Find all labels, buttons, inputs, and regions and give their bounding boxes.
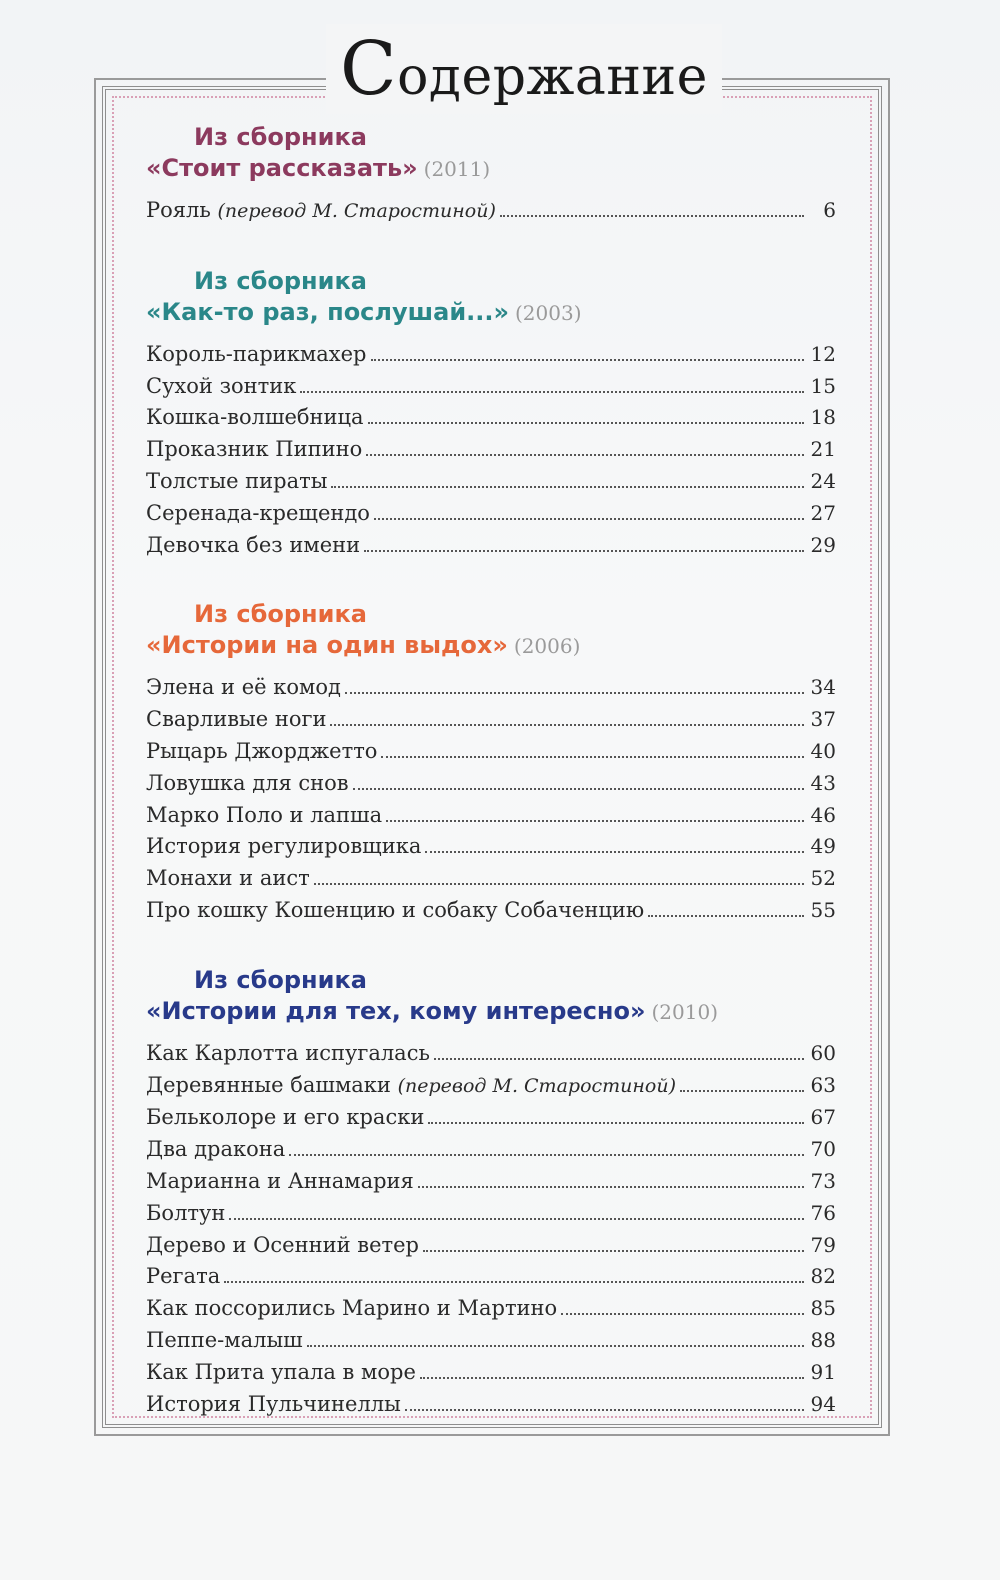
entry-name: Дерево и Осенний ветер (146, 1232, 419, 1257)
entry-page: 94 (810, 1391, 836, 1416)
entry-title (146, 195, 496, 228)
section-year: (2011) (423, 157, 491, 181)
toc-entry[interactable] (146, 371, 836, 403)
toc-entry[interactable] (146, 466, 836, 498)
section-title (146, 296, 836, 329)
section-title-text: «Истории для тех, кому интересно» (146, 996, 646, 1025)
toc-entry[interactable] (146, 800, 836, 832)
entry-page: 24 (810, 468, 836, 493)
dot-leader (381, 756, 804, 758)
entry-name: Монахи и аист (146, 866, 310, 891)
toc-entry[interactable] (146, 704, 836, 736)
entry-page: 76 (810, 1200, 836, 1225)
entry-name: Деревянные башмаки (146, 1072, 391, 1097)
dot-leader (289, 1154, 804, 1156)
entry-page: 15 (810, 373, 836, 398)
entry-note: (перевод М. Старостиной) (217, 200, 496, 222)
entry-page: 91 (810, 1359, 836, 1384)
toc-entry[interactable] (146, 402, 836, 434)
entry-name: Регата (146, 1264, 221, 1289)
dot-leader (353, 788, 804, 790)
dot-leader (371, 359, 805, 361)
section-title (146, 629, 836, 662)
entry-list (146, 339, 836, 562)
dot-leader (368, 422, 804, 424)
toc-entry[interactable] (146, 768, 836, 800)
toc-entry[interactable] (146, 1325, 836, 1357)
page-title (326, 24, 722, 114)
toc-entry[interactable] (146, 434, 836, 466)
entry-name: Как Карлотта испугалась (146, 1040, 430, 1065)
toc-entry[interactable] (146, 1389, 836, 1421)
dot-leader (331, 486, 804, 488)
entry-name: Марко Поло и лапша (146, 802, 383, 827)
dot-leader (364, 550, 804, 552)
dot-leader (366, 454, 804, 456)
dot-leader (420, 1377, 804, 1379)
table-of-contents (146, 122, 836, 1420)
title-rest: одержание (397, 47, 708, 107)
section-stoit-rasskazat (146, 122, 836, 228)
dot-leader (386, 820, 804, 822)
toc-entry[interactable] (146, 1134, 836, 1166)
dot-leader (224, 1281, 804, 1283)
section-title-text: «Как-то раз, послушай...» (146, 297, 509, 326)
entry-name: Девочка без имени (146, 532, 361, 557)
dot-leader (648, 915, 804, 917)
entry-page: 37 (810, 707, 836, 732)
entry-name: Элена и её комод (146, 675, 341, 700)
entry-list (146, 195, 836, 228)
entry-page: 18 (810, 405, 836, 430)
toc-entry[interactable] (146, 1198, 836, 1230)
dot-leader (405, 1409, 804, 1411)
entry-page: 12 (810, 341, 836, 366)
dot-leader (330, 724, 804, 726)
entry-name: Рояль (146, 198, 211, 222)
entry-name: Проказник Пипино (146, 437, 363, 462)
section-title-text: «Истории на один выдох» (146, 631, 508, 660)
entry-page: 52 (810, 866, 836, 891)
toc-entry[interactable] (146, 1070, 836, 1103)
section-year: (2006) (513, 634, 581, 659)
entry-page: 46 (810, 802, 836, 827)
entry-name: Бельколоре и его краски (146, 1105, 425, 1130)
entry-page: 70 (810, 1137, 836, 1162)
entry-name: Болтун (146, 1200, 226, 1225)
entry-page: 49 (810, 834, 836, 859)
entry-page: 43 (810, 770, 836, 795)
entry-page: 63 (810, 1072, 836, 1097)
entry-name: История регулировщика (146, 834, 422, 859)
section-label: Из сборника (194, 266, 367, 295)
dot-leader (314, 883, 804, 885)
section-istorii-na-odin-vydoh (146, 599, 836, 926)
entry-page: 29 (810, 532, 836, 557)
entry-page: 85 (810, 1296, 836, 1321)
toc-entry[interactable] (146, 195, 836, 228)
entry-title (146, 1070, 676, 1103)
dot-leader (561, 1313, 804, 1315)
entry-page: 82 (810, 1264, 836, 1289)
dot-leader (423, 1250, 804, 1252)
toc-entry[interactable] (146, 1230, 836, 1262)
entry-name: Про кошку Кошенцию и собаку Собаченцию (146, 897, 645, 922)
entry-name: Сухой зонтик (146, 373, 297, 398)
dot-leader (434, 1058, 804, 1060)
toc-entry[interactable] (146, 736, 836, 768)
section-year: (2003) (515, 300, 582, 325)
toc-entry[interactable] (146, 1261, 836, 1293)
section-year: (2010) (651, 999, 719, 1024)
entry-list (146, 1038, 836, 1421)
entry-page: 34 (810, 675, 836, 700)
dot-leader (307, 1345, 804, 1347)
entry-name: Толстые пираты (146, 468, 328, 493)
entry-list (146, 672, 836, 926)
entry-name: История Пульчинеллы (146, 1391, 401, 1416)
entry-name: Два дракона (146, 1137, 286, 1162)
toc-entry[interactable] (146, 1038, 836, 1070)
entry-name: Как Прита упала в море (146, 1359, 416, 1384)
section-kak-to-raz (146, 266, 836, 562)
toc-entry[interactable] (146, 672, 836, 704)
entry-name: Серенада-крещендо (146, 500, 370, 525)
toc-entry[interactable] (146, 1166, 836, 1198)
entry-note: (перевод М. Старостиной) (397, 1074, 677, 1097)
section-istorii-dlya-teh (146, 965, 836, 1421)
entry-name: Ловушка для снов (146, 770, 349, 795)
entry-name: Рыцарь Джорджетто (146, 738, 378, 763)
dot-leader (680, 1090, 804, 1092)
entry-page: 40 (810, 738, 836, 763)
entry-page: 55 (810, 897, 836, 922)
entry-name: Сварливые ноги (146, 707, 327, 732)
section-title (146, 995, 836, 1028)
entry-page: 79 (810, 1232, 836, 1257)
entry-page: 88 (810, 1327, 836, 1352)
entry-page: 21 (810, 437, 836, 462)
entry-page: 67 (810, 1105, 836, 1130)
toc-entry[interactable] (146, 1357, 836, 1389)
entry-name: Как поссорились Марино и Мартино (146, 1296, 558, 1321)
entry-page: 60 (810, 1040, 836, 1065)
section-title (146, 152, 836, 185)
dot-leader (374, 518, 804, 520)
toc-entry[interactable] (146, 339, 836, 371)
title-initial: С (340, 26, 398, 112)
toc-entry[interactable] (146, 1293, 836, 1325)
dot-leader (229, 1218, 804, 1220)
toc-entry[interactable] (146, 831, 836, 863)
entry-name: Марианна и Аннамария (146, 1168, 414, 1193)
section-label: Из сборника (194, 965, 367, 994)
entry-page: 6 (823, 198, 836, 222)
section-label: Из сборника (194, 123, 367, 151)
dot-leader (425, 851, 804, 853)
dot-leader (345, 692, 804, 694)
toc-entry[interactable] (146, 863, 836, 895)
section-title-text: «Стоит рассказать» (146, 154, 418, 182)
toc-entry[interactable] (146, 498, 836, 530)
toc-entry[interactable] (146, 530, 836, 562)
dot-leader (418, 1186, 804, 1188)
entry-page: 27 (810, 500, 836, 525)
dot-leader (428, 1122, 804, 1124)
section-label: Из сборника (194, 600, 367, 629)
dot-leader (300, 391, 804, 393)
entry-name: Король-парикмахер (146, 341, 367, 366)
toc-entry[interactable] (146, 1102, 836, 1134)
dot-leader (500, 215, 804, 217)
entry-name: Пеппе-малыш (146, 1327, 303, 1352)
entry-name: Кошка-волшебница (146, 405, 364, 430)
toc-entry[interactable] (146, 895, 836, 927)
entry-page: 73 (810, 1168, 836, 1193)
